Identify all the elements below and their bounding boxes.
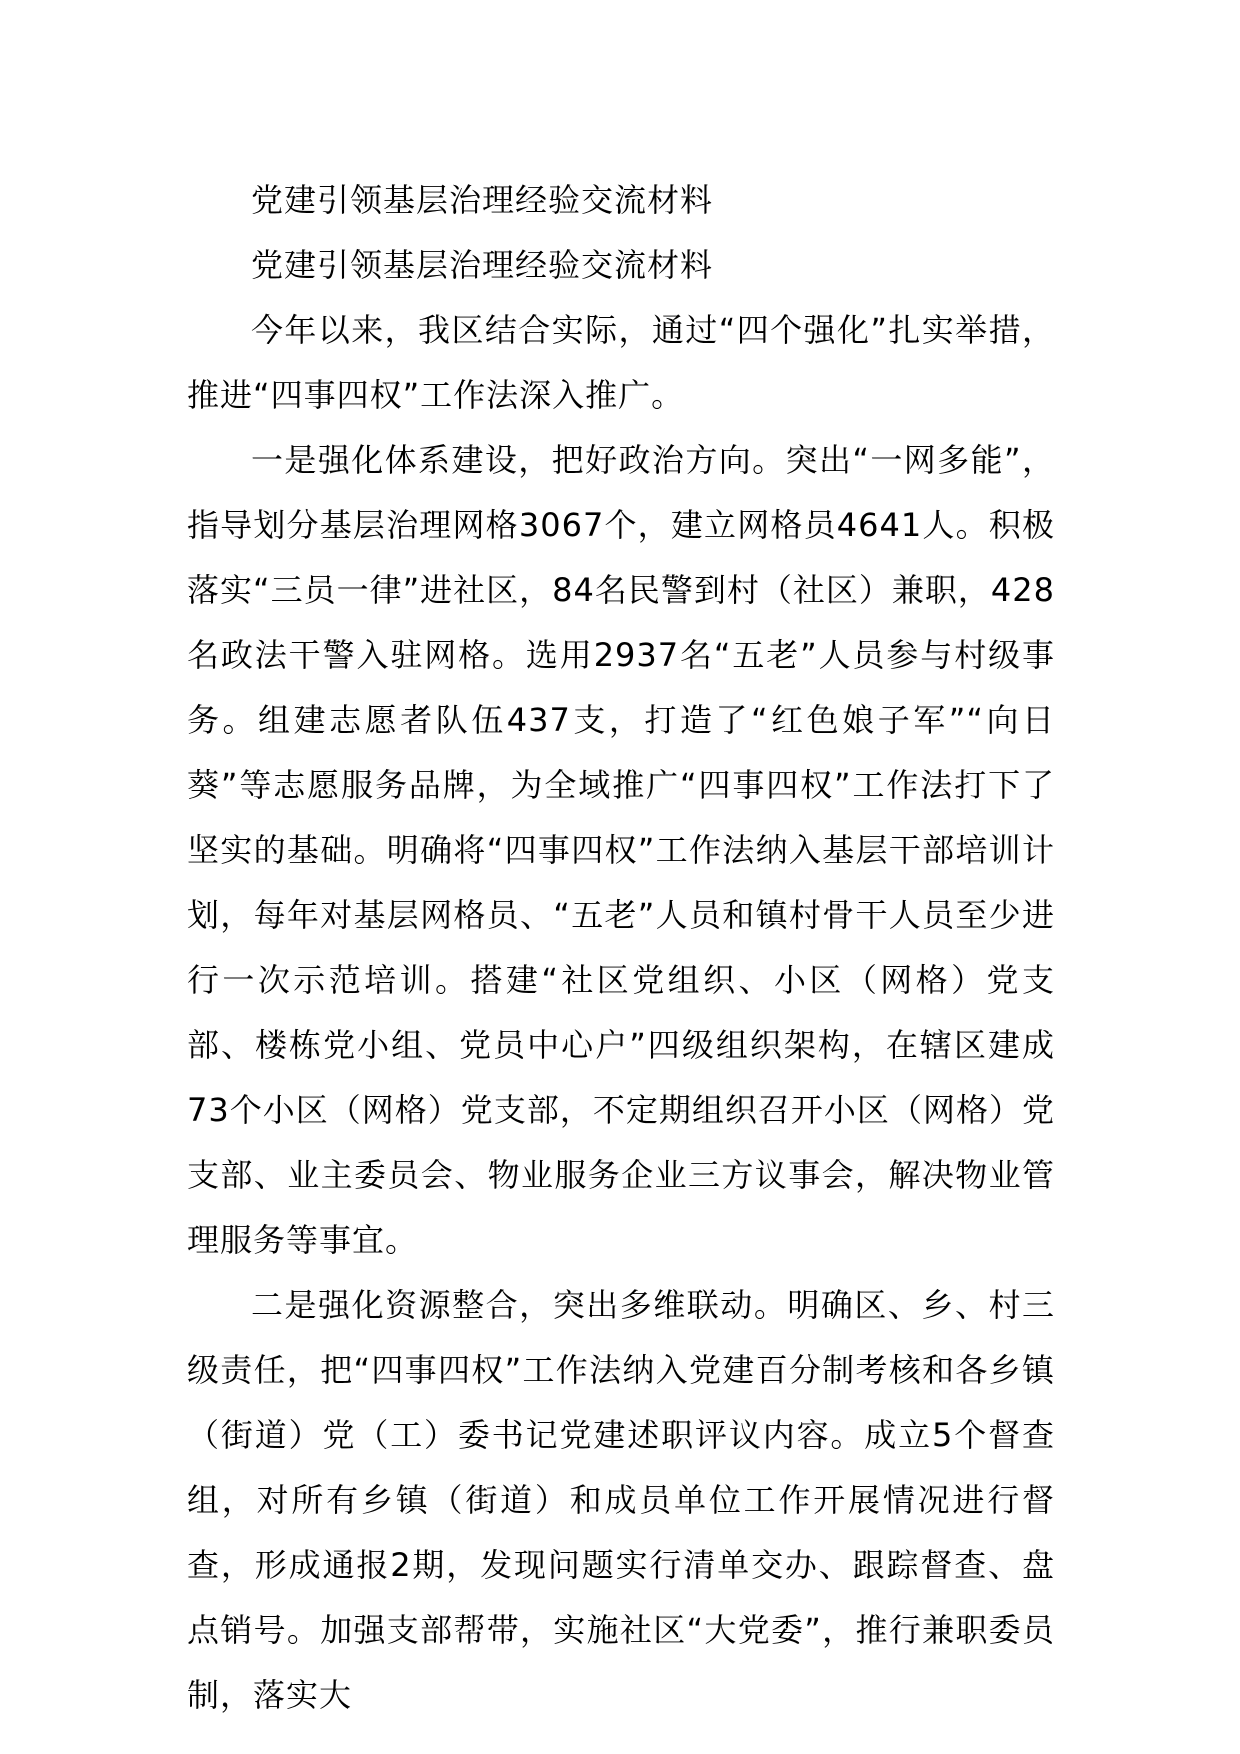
document-title: 党建引领基层治理经验交流材料	[251, 181, 714, 219]
document-subtitle: 党建引领基层治理经验交流材料	[251, 246, 714, 284]
paragraph-resource-integration: 二是强化资源整合，突出多维联动。明确区、乡、村三级责任，把“四事四权”工作法纳入党建百分制考核和各乡镇（街道）党（工）委书记党建述职评议内容。成立5个督查组，对所有乡镇（街道）和成员单位工作开展情况进行督查，形成通报2期，发现问题实行清单交办、跟踪督查、盘点销号。加强支部帮带，实施社区“大党委”，推行兼职委员制，落实大	[187, 1286, 1055, 1714]
paragraph-intro: 今年以来，我区结合实际，通过“四个强化”扎实举措，推进“四事四权”工作法深入推广。	[187, 311, 1055, 414]
document-body	[187, 168, 1055, 1728]
paragraph-system-building: 一是强化体系建设，把好政治方向。突出“一网多能”，指导划分基层治理网格3067个，建立网格员4641人。积极落实“三员一律”进社区，84名民警到村（社区）兼职，428名政法干警入驻网格。选用2937名“五老”人员参与村级事务。组建志愿者队伍437支，打造了“红色娘子军”“向日葵”等志愿服务品牌，为全域推广“四事四权”工作法打下了坚实的基础。明确将“四事四权”工作法纳入基层干部培训计划，每年对基层网格员、“五老”人员和镇村骨干人员至少进行一次示范培训。搭建“社区党组织、小区（网格）党支部、楼栋党小组、党员中心户”四级组织架构，在辖区建成73个小区（网格）党支部，不定期组织召开小区（网格）党支部、业主委员会、物业服务企业三方议事会，解决物业管理服务等事宜。	[187, 441, 1055, 1259]
